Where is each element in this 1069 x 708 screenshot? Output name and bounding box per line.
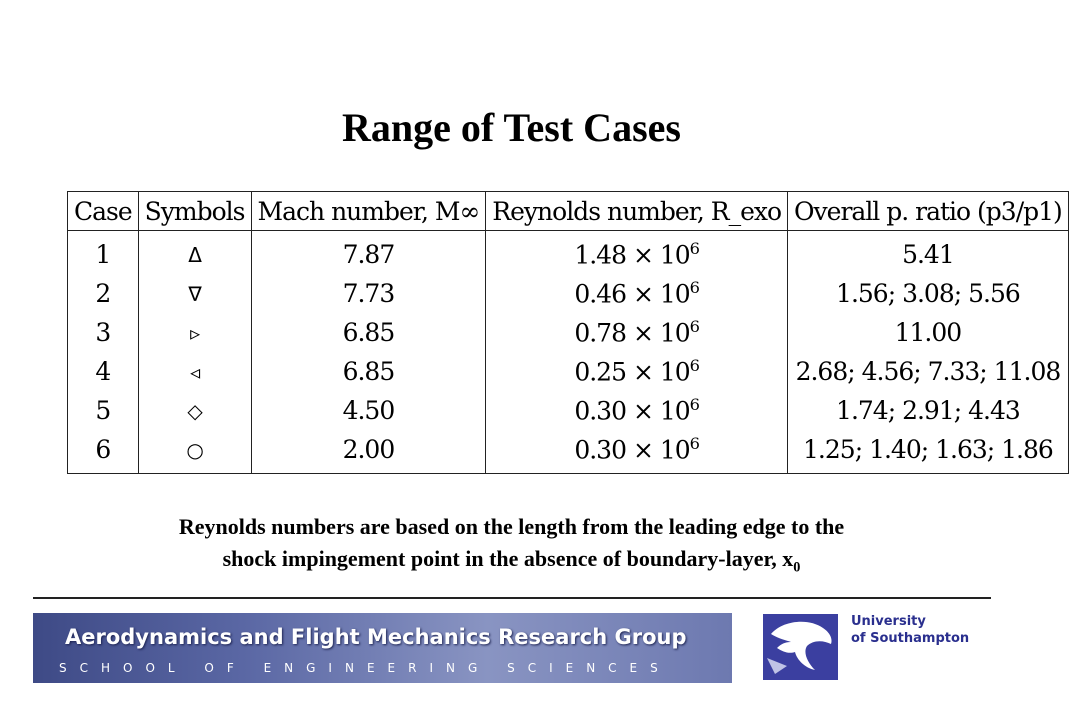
page-title: Range of Test Cases (342, 105, 681, 150)
dolphin-logo-icon (763, 614, 838, 680)
divider (33, 597, 991, 599)
table-row (68, 352, 1069, 391)
reynolds-value: 0.46 × 10 (574, 279, 690, 309)
cell-reynolds (486, 430, 788, 474)
cell-mach: 6.85 (251, 313, 486, 352)
table-row (68, 274, 1069, 313)
reynolds-value: 0.30 × 10 (574, 435, 690, 465)
cell-ratio: 1.25; 1.40; 1.63; 1.86 (788, 430, 1069, 474)
note-subscript: 0 (793, 559, 801, 576)
cell-ratio: 2.68; 4.56; 7.33; 11.08 (788, 352, 1069, 391)
cell-mach: 7.87 (251, 231, 486, 275)
header-reynolds: Reynolds number, R_exo (486, 192, 788, 231)
cell-symbol: ∇ (138, 274, 251, 313)
university-line-1: University (851, 614, 926, 629)
cell-mach: 6.85 (251, 352, 486, 391)
cell-case: 5 (68, 391, 139, 430)
header-symbols: Symbols (138, 192, 251, 231)
cell-case: 6 (68, 430, 139, 474)
reynolds-value: 0.25 × 10 (574, 357, 690, 387)
reynolds-note (0, 511, 1023, 583)
cell-reynolds (486, 391, 788, 430)
table-row (68, 391, 1069, 430)
cell-mach: 4.50 (251, 391, 486, 430)
reynolds-value: 0.30 × 10 (574, 396, 690, 426)
cell-mach: 2.00 (251, 430, 486, 474)
note-line-2 (0, 543, 1023, 583)
cell-reynolds (486, 274, 788, 313)
cell-case: 3 (68, 313, 139, 352)
cell-case: 2 (68, 274, 139, 313)
note-line-1: Reynolds numbers are based on the length from the leading edge to the (178, 514, 845, 539)
cell-symbol: ▹ (138, 313, 251, 352)
cell-reynolds (486, 231, 788, 275)
university-line-2: of Southampton (851, 631, 970, 646)
table-row (68, 313, 1069, 352)
group-name: Aerodynamics and Flight Mechanics Research Group (65, 625, 687, 649)
cell-symbol: ◇ (138, 391, 251, 430)
cell-case: 4 (68, 352, 139, 391)
cell-symbol: ◃ (138, 352, 251, 391)
school-name: SCHOOL OF ENGINEERING SCIENCES (59, 661, 671, 675)
header-ratio: Overall p. ratio (p3/p1) (788, 192, 1069, 231)
table-header-row (68, 192, 1069, 231)
reynolds-exponent: 6 (689, 317, 699, 337)
cell-symbol: ○ (138, 430, 251, 474)
reynolds-exponent: 6 (689, 356, 699, 376)
cell-ratio: 1.56; 3.08; 5.56 (788, 274, 1069, 313)
cell-reynolds (486, 313, 788, 352)
cell-ratio: 5.41 (788, 231, 1069, 275)
cell-ratio: 11.00 (788, 313, 1069, 352)
table-row (68, 430, 1069, 474)
reynolds-value: 0.78 × 10 (574, 318, 690, 348)
reynolds-exponent: 6 (689, 278, 699, 298)
test-cases-table (67, 191, 1069, 474)
header-mach: Mach number, M∞ (251, 192, 486, 231)
table-row (68, 231, 1069, 275)
cell-ratio: 1.74; 2.91; 4.43 (788, 391, 1069, 430)
cell-reynolds (486, 352, 788, 391)
reynolds-exponent: 6 (689, 395, 699, 415)
reynolds-exponent: 6 (689, 434, 699, 454)
cell-symbol: Δ (138, 231, 251, 275)
cell-case: 1 (68, 231, 139, 275)
cell-mach: 7.73 (251, 274, 486, 313)
note-line-2-text: shock impingement point in the absence of boundary-layer, x (222, 546, 794, 571)
research-group-banner (33, 613, 732, 683)
reynolds-value: 1.48 × 10 (574, 240, 690, 270)
university-logo (763, 613, 989, 683)
header-case: Case (68, 192, 139, 231)
reynolds-exponent: 6 (689, 239, 699, 259)
university-name (851, 613, 969, 647)
